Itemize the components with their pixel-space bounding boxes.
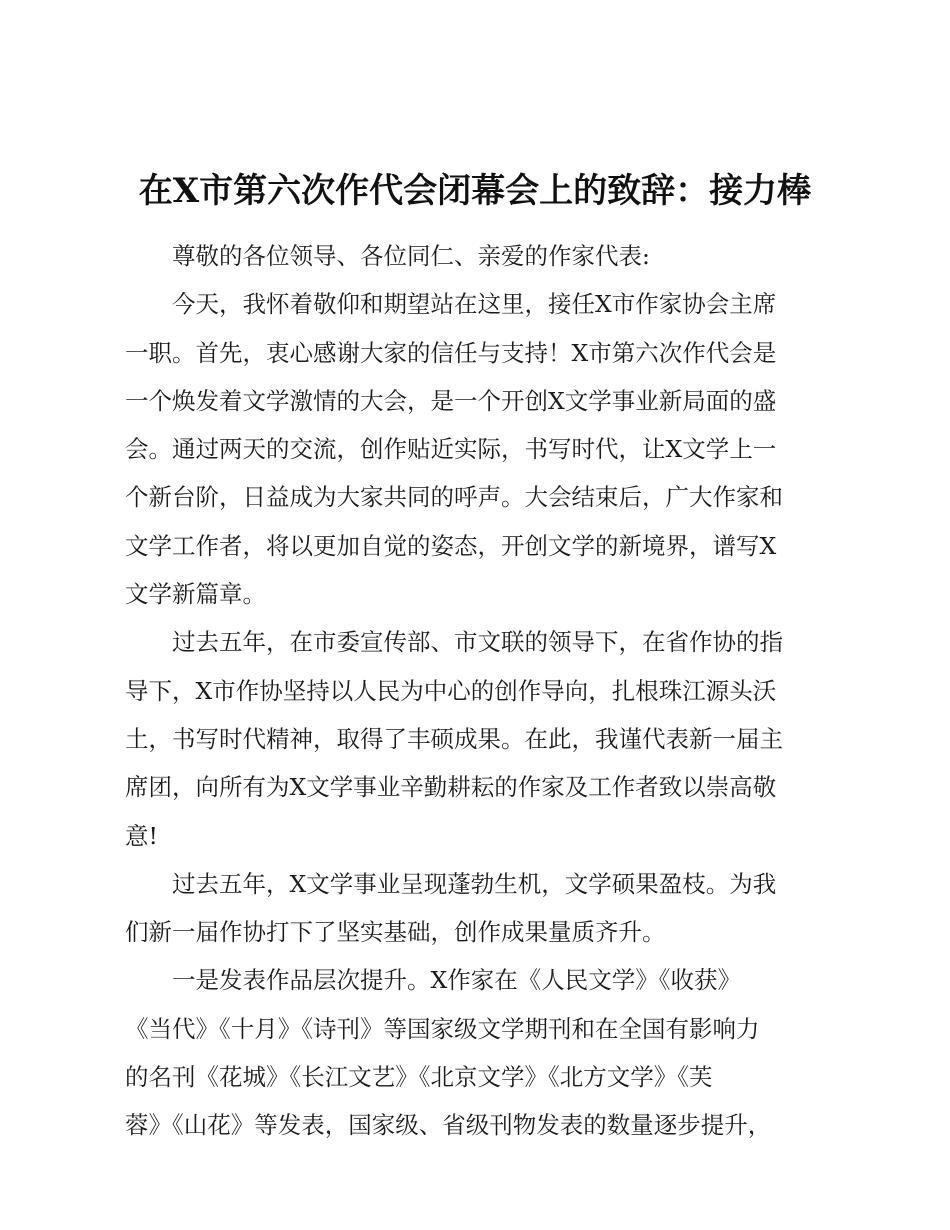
paragraph-line: 意!	[125, 821, 158, 850]
paragraph-line: 席团，向所有为X文学事业辛勤耕耘的作家及工作者致以崇高敬	[125, 773, 777, 802]
paragraph-line: 们新一届作协打下了坚实基础，创作成果量质齐升。	[125, 918, 666, 947]
paragraph-line: 文学工作者，将以更加自觉的姿态，开创文学的新境界，谱写X	[125, 531, 777, 560]
paragraph-line: 一是发表作品层次提升。X作家在《人民文学》《收获》	[172, 966, 741, 995]
paragraph-line: 文学新篇章。	[125, 580, 266, 609]
paragraph-line: 导下，X市作协坚持以人民为中心的创作导向，扎根珠江源头沃	[125, 676, 777, 705]
paragraph-line: 的名刊《花城》《长江文艺》《北京文学》《北方文学》《芙	[125, 1063, 713, 1092]
paragraph-line: 过去五年，X文学事业呈现蓬勃生机，文学硕果盈枝。为我	[172, 869, 777, 898]
paragraph-line: 土，书写时代精神，取得了丰硕成果。在此，我谨代表新一届主	[125, 724, 783, 753]
paragraph-line: 《当代》《十月》《诗刊》等国家级文学期刊和在全国有影响力	[125, 1014, 760, 1043]
paragraph-line: 一职。首先，衷心感谢大家的信任与支持！X市第六次作代会是	[125, 338, 777, 367]
document-title: 在X市第六次作代会闭幕会上的致辞：接力棒	[138, 171, 812, 211]
paragraph-line: 尊敬的各位领导、各位同仁、亲爱的作家代表:	[172, 242, 650, 270]
paragraph-line: 过去五年，在市委宣传部、市文联的领导下，在省作协的指	[172, 628, 783, 657]
document-body	[125, 232, 825, 1150]
paragraph-line: 会。通过两天的交流，创作贴近实际，书写时代，让X文学上一	[125, 435, 777, 464]
paragraph-line: 个新台阶，日益成为大家共同的呼声。大会结束后，广大作家和	[125, 483, 783, 512]
paragraph-line: 蓉》《山花》等发表，国家级、省级刊物发表的数量逐步提升，	[125, 1111, 772, 1140]
paragraph-line: 今天，我怀着敬仰和期望站在这里，接任X市作家协会主席	[172, 290, 777, 319]
paragraph-line: 一个焕发着文学激情的大会，是一个开创X文学事业新局面的盛	[125, 386, 777, 415]
